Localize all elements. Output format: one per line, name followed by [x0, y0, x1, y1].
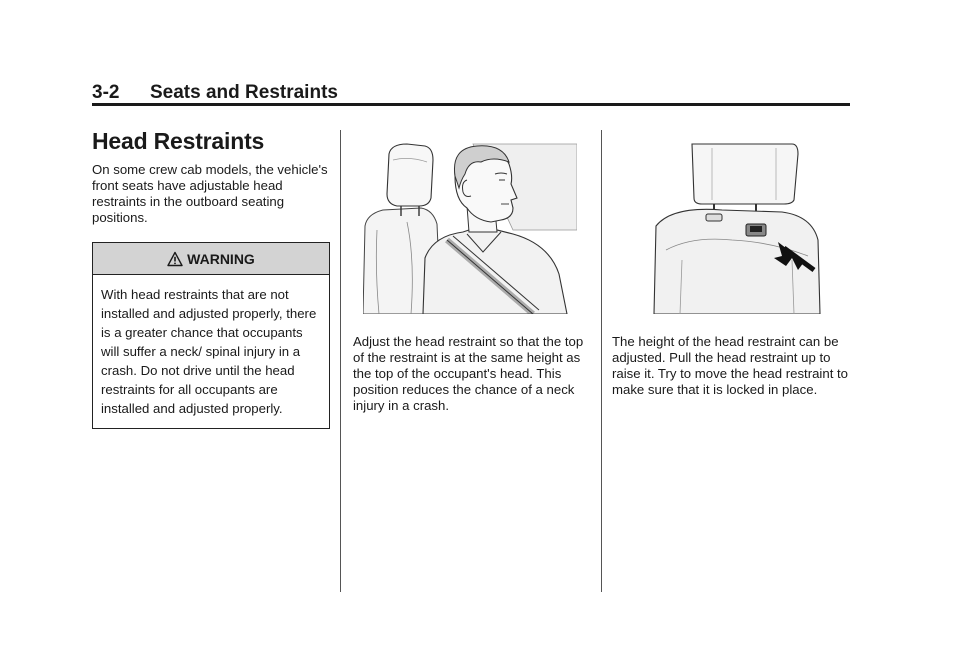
column-3 [612, 128, 850, 398]
warning-header [93, 243, 329, 275]
section-title: Seats and Restraints [150, 82, 338, 103]
warning-triangle-icon [167, 251, 183, 267]
figure-caption: The height of the head restraint can be adjusted. Pull the head restraint up to raise it. Try to move the head restraint to make sure that it is locked in place. [612, 334, 849, 397]
warning-title: WARNING [187, 250, 255, 267]
figure-caption: Adjust the head restraint so that the top of the restraint is at the same height as the top of the occupant's head. This position reduces the chance of a neck injury in a crash. [353, 334, 584, 413]
header-rule [92, 103, 850, 106]
column-1 [92, 128, 330, 429]
page-number: 3-2 [92, 82, 120, 103]
head-restraint-adjustment-illustration [652, 140, 822, 314]
column-2 [353, 128, 588, 414]
intro-paragraph: On some crew cab models, the vehicle's front seats have adjustable head restraints in the outboard seating positions. [92, 162, 328, 225]
section-heading: Head Restraints [92, 128, 265, 154]
warning-box [92, 242, 330, 429]
column-divider [601, 130, 602, 592]
occupant-head-restraint-illustration [363, 140, 577, 314]
column-divider [340, 130, 341, 592]
warning-text: With head restraints that are not installed and adjusted properly, there is a greater chance that occupants will suffer a neck/ spinal injury in a crash. Do not drive until the head restraints for all occupants are installed and adjusted properly. [101, 287, 317, 416]
